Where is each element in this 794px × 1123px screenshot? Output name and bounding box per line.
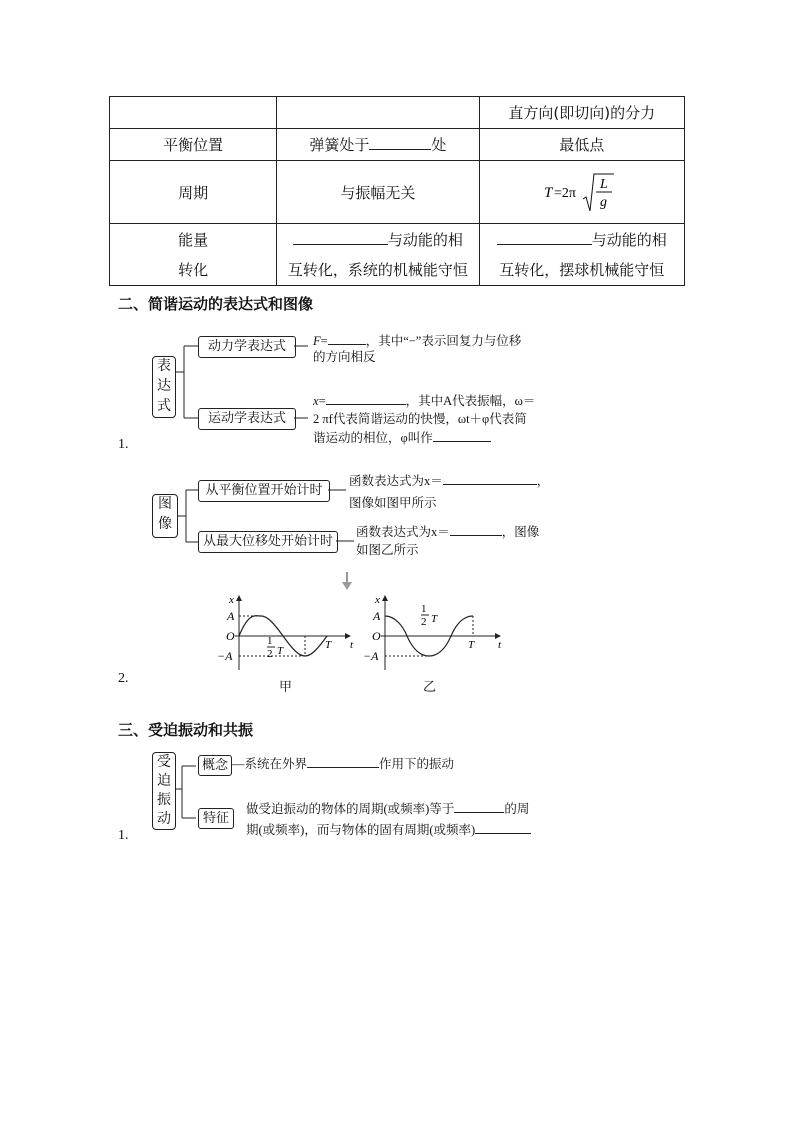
feature-line2 (246, 819, 531, 841)
fill-blank (475, 821, 531, 834)
table-row (110, 161, 685, 224)
formula-g: g (599, 195, 607, 210)
table-cell: 周期 (110, 161, 277, 224)
root-box-forced (152, 752, 176, 830)
branch-concept: 概念 (198, 755, 232, 776)
root-box-graph (152, 494, 178, 538)
down-arrow-icon (340, 570, 354, 592)
formula-eq: =2π (553, 186, 576, 201)
kinematics-line2: 2 πf代表简谐运动的快慢，ωt＋φ代表简 (313, 412, 527, 426)
table-cell (479, 224, 684, 286)
label-T: T (277, 645, 284, 657)
equals: = (320, 334, 328, 348)
table-cell: 直方向(即切向)的分力 (479, 97, 684, 129)
eq-line2: 图像如图甲所示 (349, 496, 437, 510)
symbol-F: F (313, 334, 321, 348)
fill-blank (328, 332, 366, 345)
section-heading: 三、受迫振动和共振 (118, 721, 254, 739)
half-num: 1 (421, 603, 427, 615)
cell-text: 与动能的相 (591, 230, 667, 249)
connector-line (328, 484, 348, 494)
half-den: 2 (421, 616, 427, 628)
graph-yi (363, 594, 502, 670)
root-box-expression (152, 356, 176, 418)
axis-t-label: t (498, 639, 502, 651)
item-number: 2. (118, 671, 129, 686)
item-number: 1. (118, 828, 129, 843)
branch-from-max: 从最大位移处开始计时 (198, 531, 338, 553)
sine-cosine-graphs (215, 592, 515, 672)
axis-x-label: x (229, 594, 234, 606)
fill-blank (454, 800, 504, 813)
connector-line (336, 535, 356, 545)
eq-line1 (349, 470, 549, 492)
connector-line (294, 340, 310, 350)
fill-blank (450, 523, 502, 536)
axis-t-label: t (350, 639, 354, 651)
fill-blank (326, 392, 406, 405)
cell-text: 能量 (178, 230, 209, 249)
connector-line (294, 412, 310, 422)
label-A: A (227, 609, 235, 623)
comparison-table (109, 96, 685, 286)
text: 期(或频率)，而与物体的固有周期(或频率) (246, 823, 476, 837)
axis-x-label: x (375, 594, 380, 606)
feature-line1 (246, 798, 529, 820)
text: 的周 (504, 802, 530, 816)
text: ，其中A代表振幅，ω＝ (405, 394, 536, 408)
text: ， (536, 474, 550, 488)
root-label: 图像 (158, 497, 172, 532)
caption-yi: 乙 (423, 679, 437, 694)
label-T: T (468, 639, 475, 651)
text: 做受迫振动的物体的周期(或频率)等于 (246, 802, 455, 816)
period-formula (542, 169, 622, 215)
formula-T: T (543, 185, 553, 201)
root-label: 受迫振动 (157, 755, 171, 827)
table-cell: 与振幅无关 (277, 161, 479, 224)
label-O: O (372, 629, 381, 643)
cell-text: 互转化，系统的机械能守恒 (287, 260, 468, 279)
text: 谐运动的相位，φ叫作 (313, 431, 433, 445)
max-line2: 如图乙所示 (356, 543, 419, 557)
branch-from-equilibrium: 从平衡位置开始计时 (198, 480, 330, 502)
table-cell (277, 224, 479, 286)
cell-text: 弹簧处于 (309, 136, 370, 154)
cell-text: 处 (431, 136, 447, 154)
table-row (110, 224, 685, 286)
label-negA: −A (217, 649, 233, 663)
branch-kinematics: 运动学表达式 (198, 408, 296, 430)
fill-blank (293, 230, 388, 245)
symbol-x: x (313, 394, 319, 408)
table-row (110, 129, 685, 161)
concept-text: —系统在外界 作用下的振动 (232, 757, 455, 771)
table-cell (110, 97, 277, 129)
cell-line (277, 225, 478, 255)
table-cell (277, 129, 479, 161)
section-heading: 二、简谐运动的表达式和图像 (118, 295, 314, 313)
fill-blank (307, 755, 379, 768)
label-O: O (226, 629, 235, 643)
cell-line (480, 225, 684, 255)
label-T: T (325, 639, 332, 651)
text: ，其中“−”表示回复力与位移 (365, 334, 522, 348)
label-negA: −A (363, 649, 379, 663)
fill-blank (433, 429, 491, 442)
caption-jia: 甲 (279, 679, 293, 694)
cell-text: 转化 (178, 260, 209, 279)
dynamics-line2: 的方向相反 (313, 350, 376, 364)
half-num: 1 (267, 635, 273, 647)
table-cell: 平衡位置 (110, 129, 277, 161)
equals: = (318, 394, 326, 408)
text: 作用下的振动 (379, 757, 455, 771)
table-cell (277, 97, 479, 129)
text: 函数表达式为x＝ (356, 525, 450, 539)
fill-blank (369, 135, 431, 150)
cell-text: 互转化，摆球机械能守恒 (499, 260, 665, 279)
branch-features: 特征 (198, 808, 234, 829)
text: ，图像 (501, 525, 540, 539)
text: 函数表达式为x＝ (349, 474, 443, 488)
text: 系统在外界 (244, 757, 308, 771)
table-cell (110, 224, 277, 286)
fill-blank (443, 472, 537, 485)
root-label: 表达式 (157, 359, 171, 414)
item-number: 1. (118, 437, 129, 452)
kinematics-line3 (313, 427, 491, 449)
fill-blank (497, 230, 592, 245)
cell-text: 与动能的相 (387, 230, 463, 249)
graph-jia (217, 594, 354, 670)
half-den: 2 (267, 648, 273, 660)
table-row (110, 97, 685, 129)
table-cell (479, 161, 684, 224)
formula-L: L (599, 177, 608, 192)
label-A: A (373, 609, 381, 623)
branch-dynamics: 动力学表达式 (198, 336, 296, 358)
label-T: T (431, 613, 438, 625)
table-cell: 最低点 (479, 129, 684, 161)
